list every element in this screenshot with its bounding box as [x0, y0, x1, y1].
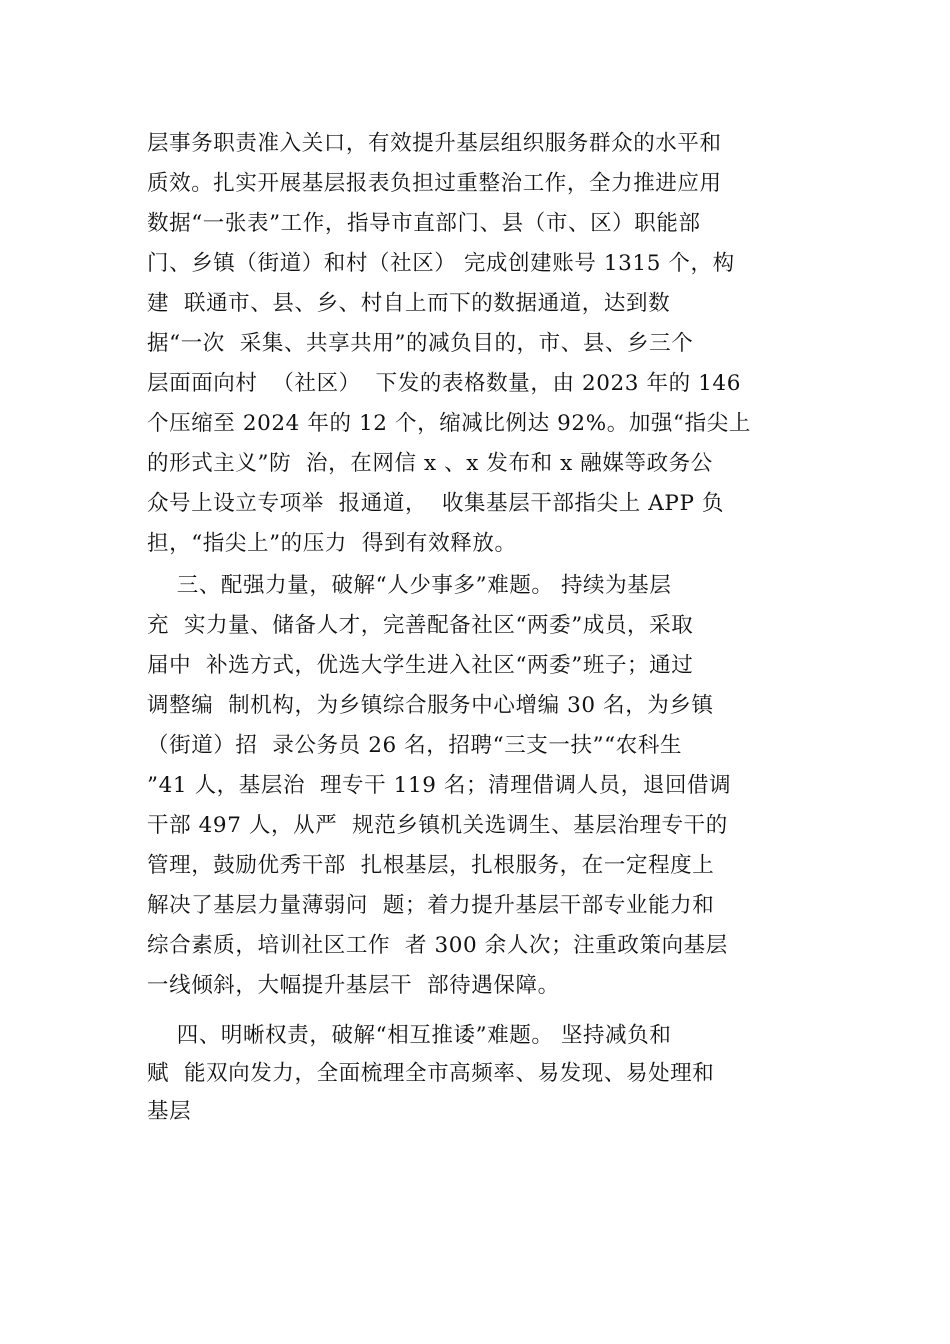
text-line: 质效。扎实开展基层报表负担过重整治工作，全力推进应用 [147, 171, 722, 196]
text-line: 担，“指尖上”的压力 得到有效释放。 [147, 531, 517, 556]
text-line: 的形式主义”防 治，在网信 x 、x 发布和 x 融媒等政务公 [147, 451, 713, 476]
text-line: ”41 人，基层治 理专干 119 名；清理借调人员，退回借调 [147, 773, 732, 798]
text-line: （街道）招 录公务员 26 名，招聘“三支一扶”“农科生 [147, 733, 683, 758]
text-line: 众号上设立专项举 报通道， 收集基层干部指尖上 APP 负 [147, 491, 725, 516]
text-line: 个压缩至 2024 年的 12 个，缩减比例达 92%。加强“指尖上 [147, 411, 751, 436]
text-line: 综合素质，培训社区工作 者 300 余人次；注重政策向基层 [147, 933, 728, 958]
text-line: 建 联通市、县、乡、村自上而下的数据通道，达到数 [147, 291, 671, 316]
text-line: 干部 497 人，从严 规范乡镇机关选调生、基层治理专干的 [147, 813, 728, 838]
text-line: 门、乡镇（街道）和村（社区） 完成创建账号 1315 个，构 [147, 251, 735, 276]
text-line: 解决了基层力量薄弱问 题；着力提升基层干部专业能力和 [147, 893, 715, 918]
text-line: 充 实力量、储备人才，完善配备社区“两委”成员，采取 [147, 613, 694, 638]
text-line: 届中 补选方式，优选大学生进入社区“两委”班子；通过 [147, 653, 694, 678]
text-line: 据“一次 采集、共享共用”的减负目的，市、县、乡三个 [147, 331, 694, 356]
section-heading-line: 四、明晰权责，破解“相互推诿”难题。 坚持减负和 [147, 1023, 672, 1048]
text-line: 层事务职责准入关口，有效提升基层组织服务群众的水平和 [147, 131, 722, 156]
text-line: 层面面向村 （社区） 下发的表格数量，由 2023 年的 146 [147, 371, 741, 396]
text-line: 管理，鼓励优秀干部 扎根基层，扎根服务，在一定程度上 [147, 853, 715, 878]
text-line: 数据“一张表”工作，指导市直部门、县（市、区）职能部 [147, 211, 701, 236]
text-line: 调整编 制机构，为乡镇综合服务中心增编 30 名，为乡镇 [147, 693, 714, 718]
text-line: 一线倾斜，大幅提升基层干 部待遇保障。 [147, 973, 560, 998]
text-line: 赋 能双向发力，全面梳理全市高频率、易发现、易处理和 [147, 1061, 715, 1086]
text-line: 基层 [147, 1099, 192, 1124]
section-heading-line: 三、配强力量，破解“人少事多”难题。 持续为基层 [147, 573, 672, 598]
